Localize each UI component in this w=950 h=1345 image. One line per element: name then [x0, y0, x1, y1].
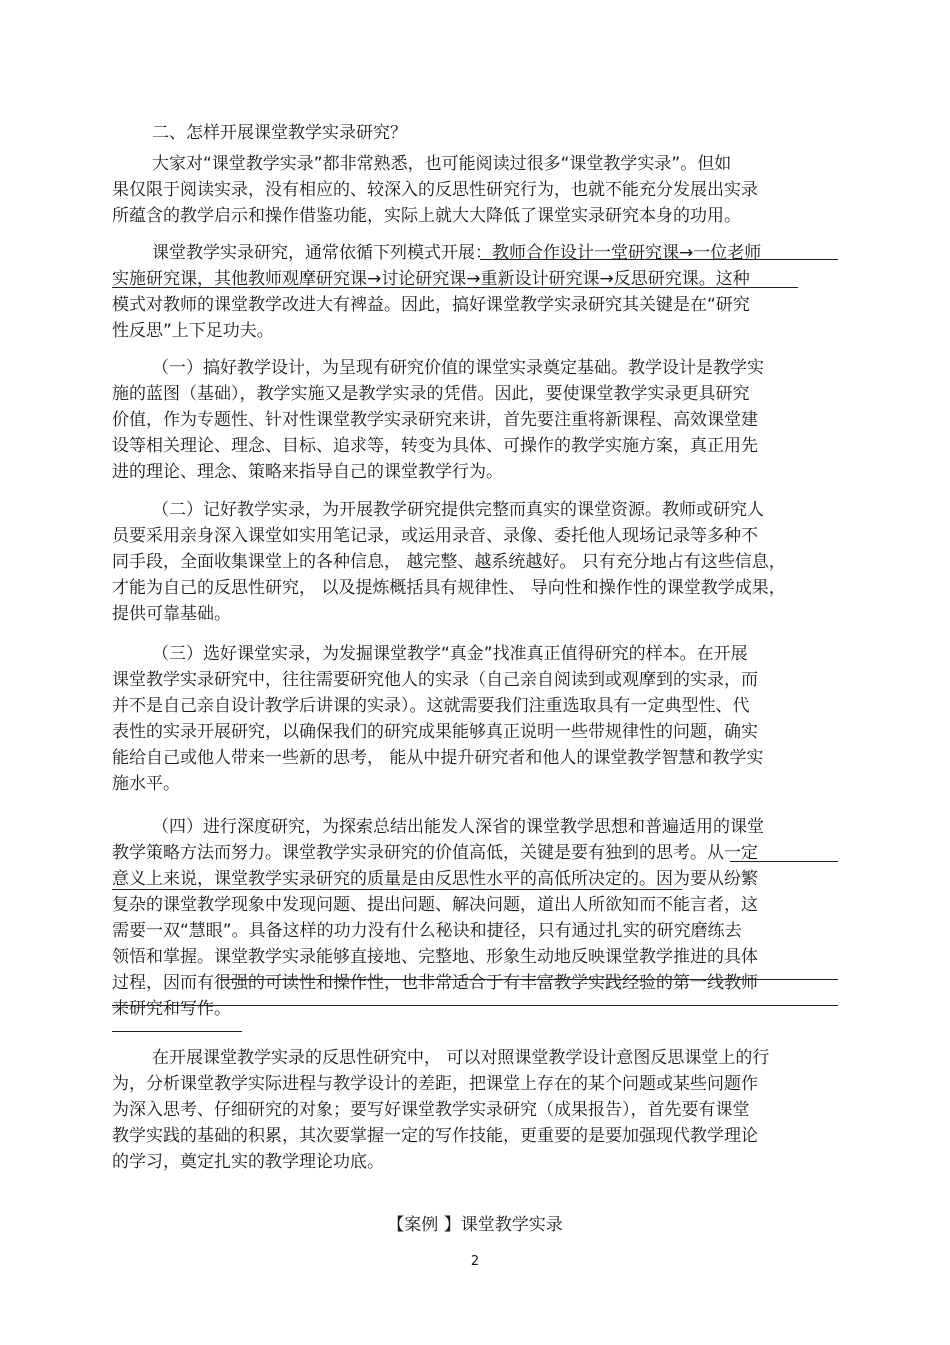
- text-line: 过程，因而有很强的可读性和操作性，也非常适合于有丰富教学实践经验的第一线教师: [112, 973, 758, 993]
- paragraph-4: [112, 497, 842, 627]
- text-line: 性反思”上下足功夫。: [112, 321, 274, 341]
- text-line: 大家对“课堂教学实录”都非常熟悉，也可能阅读过很多“课堂教学实录”。但如: [152, 154, 732, 174]
- text-line: 进的理论、理念、策略来指导自己的课堂教学行为。: [112, 462, 503, 482]
- underline-mark: [480, 259, 838, 260]
- paragraph-6: [112, 814, 842, 1022]
- text-line: 需要一双“慧眼”。具备这样的功力没有什么秘诀和捷径，只有通过扎实的研究磨练去: [112, 921, 742, 941]
- text-line: 实施研究课，其他教师观摩研究课→讨论研究课→重新设计研究课→反思研究课。这种: [112, 269, 750, 289]
- text-line: 果仅限于阅读实录，没有相应的、较深入的反思性研究行为，也就不能充分发展出实录: [112, 180, 758, 200]
- text-line: 复杂的课堂教学现象中发现问题、提出问题、解决问题，道出人所欲知而不能言者，这: [112, 895, 758, 915]
- text-line: （一）搞好教学设计，为呈现有研究价值的课堂实录奠定基础。教学设计是教学实: [152, 358, 764, 378]
- text-line: 意义上来说，课堂教学实录研究的质量是由反思性水平的高低所决定的。因为要从纷繁: [112, 869, 758, 889]
- underline-mark: [112, 287, 798, 288]
- paragraph-5: [112, 641, 842, 797]
- underline-mark: [112, 1031, 242, 1032]
- text-line: 为，分析课堂教学实际进程与教学设计的差距，把课堂上存在的某个问题或某些问题作: [112, 1074, 758, 1094]
- text-line: 施的蓝图（基础），教学实施又是教学实录的凭借。因此，要使课堂教学实录更具研究: [112, 384, 750, 404]
- text-line: 领悟和掌握。课堂教学实录能够直接地、完整地、形象生动地反映课堂教学推进的具体: [112, 947, 758, 967]
- text-line: 课堂教学实录研究，通常依循下列模式开展：教师合作设计一堂研究课→一位老师: [152, 243, 762, 263]
- underline-mark: [730, 861, 838, 862]
- page-number: 2: [470, 1254, 480, 1269]
- text-line: 设等相关理论、理念、目标、追求等，转变为具体、可操作的教学实施方案，真正用先: [112, 436, 758, 456]
- paragraph-2: [112, 240, 842, 344]
- text-line: 来研究和写作。: [112, 999, 231, 1019]
- paragraph-1: [112, 151, 842, 229]
- section-heading: 二、怎样开展课堂教学实录研究？: [152, 123, 407, 143]
- text-line: 的学习，奠定扎实的教学理论功底。: [112, 1152, 384, 1172]
- text-line: 在开展课堂教学实录的反思性研究中， 可以对照课堂教学设计意图反思课堂上的行: [152, 1048, 770, 1068]
- text-line: 施水平。: [112, 774, 180, 794]
- text-line: 为深入思考、仔细研究的对象；要写好课堂教学实录研究（成果报告），首先要有课堂: [112, 1100, 750, 1120]
- case-title: 【案例 】课堂教学实录: [387, 1215, 563, 1235]
- text-line: 教学实践的基础的积累，其次要掌握一定的写作技能，更重要的是要加强现代教学理论: [112, 1126, 758, 1146]
- text-line: （三）选好课堂实录，为发掘课堂教学“真金”找准真正值得研究的样本。在开展: [152, 644, 748, 664]
- text-line: 员要采用亲身深入课堂如实用笔记录，或运用录音、录像、委托他人现场记录等多种不: [112, 526, 758, 546]
- text-line: 所蕴含的教学启示和操作借鉴功能，实际上就大大降低了课堂实录研究本身的功用。: [112, 206, 741, 226]
- text-line: 价值，作为专题性、针对性课堂教学实录研究来讲，首先要注重将新课程、高效课堂建: [112, 410, 758, 430]
- text-line: 提供可靠基础。: [112, 604, 231, 624]
- text-line: 才能为自己的反思性研究， 以及提炼概括具有规律性、 导向性和操作性的课堂教学成果，: [112, 578, 786, 598]
- text-line: 同手段，全面收集课堂上的各种信息， 越完整、越系统越好。 只有充分地占有这些信息，: [112, 552, 786, 572]
- text-line: 课堂教学实录研究中，往往需要研究他人的实录（自己亲自阅读到或观摩到的实录，而: [112, 670, 758, 690]
- text-line: 并不是自己亲自设计教学后讲课的实录）。这就需要我们注重选取具有一定典型性、代: [112, 696, 750, 716]
- underline-mark: [220, 979, 838, 980]
- paragraph-7: [112, 1045, 842, 1175]
- text-line: （二）记好教学实录，为开展教学研究提供完整而真实的课堂资源。教师或研究人: [152, 500, 764, 520]
- underline-mark: [112, 889, 682, 890]
- text-line: （四）进行深度研究，为探索总结出能发人深省的课堂教学思想和普遍适用的课堂: [152, 817, 764, 837]
- text-line: 表性的实录开展研究，以确保我们的研究成果能够真正说明一些带规律性的问题，确实: [112, 722, 758, 742]
- underline-mark: [112, 1005, 838, 1006]
- paragraph-3: [112, 355, 842, 485]
- text-line: 教学策略方法而努力。课堂教学实录研究的价值高低，关键是要有独到的思考。从一定: [112, 843, 758, 863]
- text-line: 能给自己或他人带来一些新的思考， 能从中提升研究者和他人的课堂教学智慧和教学实: [112, 748, 764, 768]
- text-line: 模式对教师的课堂教学改进大有裨益。因此，搞好课堂教学实录研究其关键是在“研究: [112, 295, 750, 315]
